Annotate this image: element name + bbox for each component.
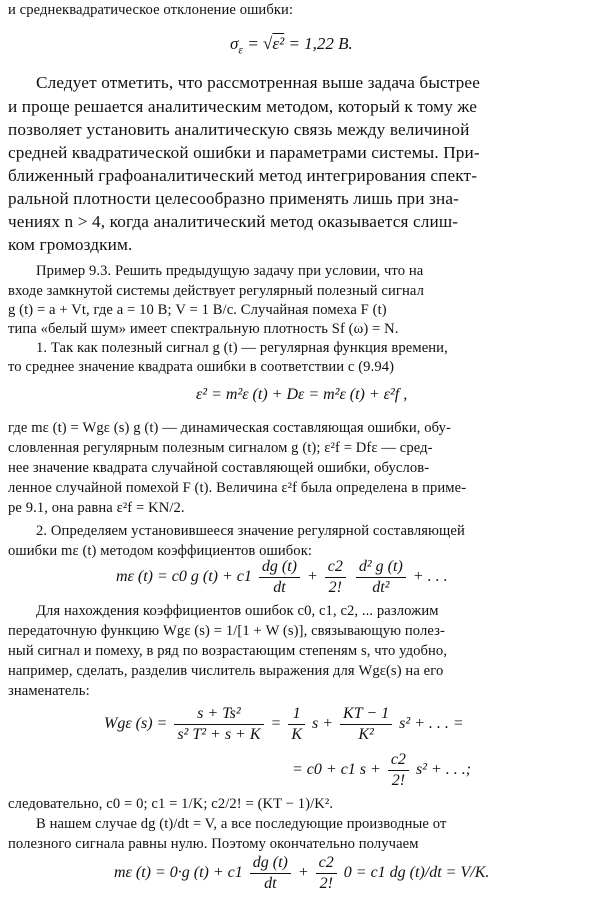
text-line: чениях n > 4, когда аналитический метод оказывается слиш- [8,212,459,231]
text-line: Следует отметить, что рассмотренная выше задача быстрее [36,73,480,92]
fraction-numerator: d² g (t) [356,558,406,578]
fraction-numerator: KT − 1 [340,705,392,725]
fraction-denominator: dt [273,579,286,596]
text-line: g (t) = a + Vt, где a = 10 В; V = 1 В/с. Случайная помеха F (t) [8,302,387,318]
eq-W-lhs: Wgε (s) = [104,715,168,733]
text-line: и среднеквадратическое отклонение ошибки: [8,2,294,18]
text-line: Пример 9.3. Решить предыдущую задачу при условии, что на [36,263,424,279]
text-line: типа «белый шум» имеет спектральную плотность Sf (ω) = N. [8,321,399,337]
eq-final-lhs: mε (t) = 0·g (t) + c1 [114,864,243,882]
fraction [316,854,337,893]
sigma-equation [230,34,353,57]
text-line: В нашем случае dg (t)/dt = V, а все последующие производные от [36,816,447,832]
fraction [340,705,392,744]
fraction [174,705,263,744]
fraction-numerator: dg (t) [250,854,291,874]
text-line: где mε (t) = Wgε (s) g (t) — динамическая составляющая ошибки, обу- [8,420,451,436]
text-line: ленное случайной помехой F (t). Величина ε²f была определена в приме- [8,480,467,496]
eq-m-lhs: mε (t) = c0 g (t) + c1 [116,568,252,586]
text-line: средней квадратической ошибки и параметрами системы. При- [8,143,480,162]
text-line: словленная регулярным полезным сигналом g (t); ε²f = Dfε — сред- [8,440,433,456]
fraction-denominator: s² T² + s + K [177,726,261,743]
eq-W-row2-tail: s² + . . .; [415,761,472,779]
sigma-value: = 1,22 В. [288,34,353,53]
text-line: полезного сигнала равны нулю. Поэтому окончательно получаем [8,836,419,852]
text-line: ближенный графоаналитический метод интегрирования спект- [8,166,478,185]
text-line: позволяет установить аналитическую связь между величиной [8,120,470,139]
eq-W-row2: = c0 + c1 s + [292,761,381,779]
text-line: то среднее значение квадрата ошибки в соответствии с (9.94) [8,359,395,375]
fraction-numerator: s + Ts² [174,705,263,725]
fraction-numerator: c2 [388,751,409,771]
fraction-numerator: 1 [288,705,305,725]
text-line: знаменатель: [8,683,90,699]
fraction-denominator: dt [264,875,277,892]
text-line: ком громоздким. [8,235,133,254]
final-result-equation: mε (t) = 0·g (t) + c1 $\frac{dg (t)}{dt}$ + $\frac{c2}{2!}$ 0 = c1 dg (t)/dt = V/K. [114,854,490,892]
eq-final-tail: = c1 dg (t)/dt = V/K. [355,864,490,882]
text-line: 1. Так как полезный сигнал g (t) — регулярная функция времени, [36,340,448,356]
fraction [388,751,409,790]
fraction-numerator: dg (t) [259,558,300,578]
text-line: ошибки mε (t) методом коэффициентов ошибок: [8,543,313,559]
fraction-denominator: K² [358,726,374,743]
fraction [325,558,346,597]
fraction [259,558,300,597]
fraction-denominator: 2! [319,875,333,892]
text-line: ный сигнал и помеху, в ряд по возрастающим степеням s, что удобно, [8,643,448,659]
fraction-denominator: 2! [391,772,406,789]
text-line: следовательно, c0 = 0; c1 = 1/K; c2/2! = (KT − 1)/K². [8,796,334,812]
text-line: ральной плотности целесообразно применять лишь при зна- [8,189,459,208]
fraction-numerator: c2 [325,558,346,578]
transfer-function-equation: Wgε (s) = $\frac{\text{s + Ts²}}{\text{s² T² + s + K}}$ = $\frac{1}{K}$ s + $\frac{KT - 1}{\text{K²}}$ s² + . . . = [104,705,464,743]
text-line: ре 9.1, она равна ε²f = KN/2. [8,500,185,516]
fraction-denominator: dt² [372,579,390,596]
sigma-symbol: $\sigma_\varepsilon = √\varepsilon^2$ [230,34,285,57]
fraction [250,854,291,893]
coefficient-series-equation [292,751,471,790]
fraction [288,705,305,744]
text-line: Для нахождения коэффициентов ошибок c0, c1, c2, ... разложим [36,603,439,619]
error-square-equation: ε² = m²ε (t) + Dε = m²ε (t) + ε²f , [196,386,408,403]
text-line: 2. Определяем установившееся значение регулярной составляющей [36,523,465,539]
text-line: входе замкнутой системы действует регулярный полезный сигнал [8,283,424,299]
fraction-denominator: K [291,726,302,743]
eq-m-tail: + . . . [412,568,448,586]
text-line: передаточную функцию Wgε (s) = 1/[1 + W (s)], связывающую полез- [8,623,445,639]
text-line: и проще решается аналитическим методом, который к тому же [8,97,477,116]
text-line: нее значение квадрата случайной составляющей ошибки, обуслов- [8,460,430,476]
fraction [356,558,406,597]
fraction-numerator: c2 [316,854,337,874]
error-series-equation: mε (t) = c0 g (t) + c1 $\frac{dg (t)}{dt}$ + $\frac{c2}{2!}$ $\frac{\text{d² g (t)}}{\text{dt²}}$ + . . . [116,558,448,596]
fraction-denominator: 2! [328,579,342,596]
text-line: например, сделать, разделив числитель выражения для Wgε(s) на его [8,663,444,679]
